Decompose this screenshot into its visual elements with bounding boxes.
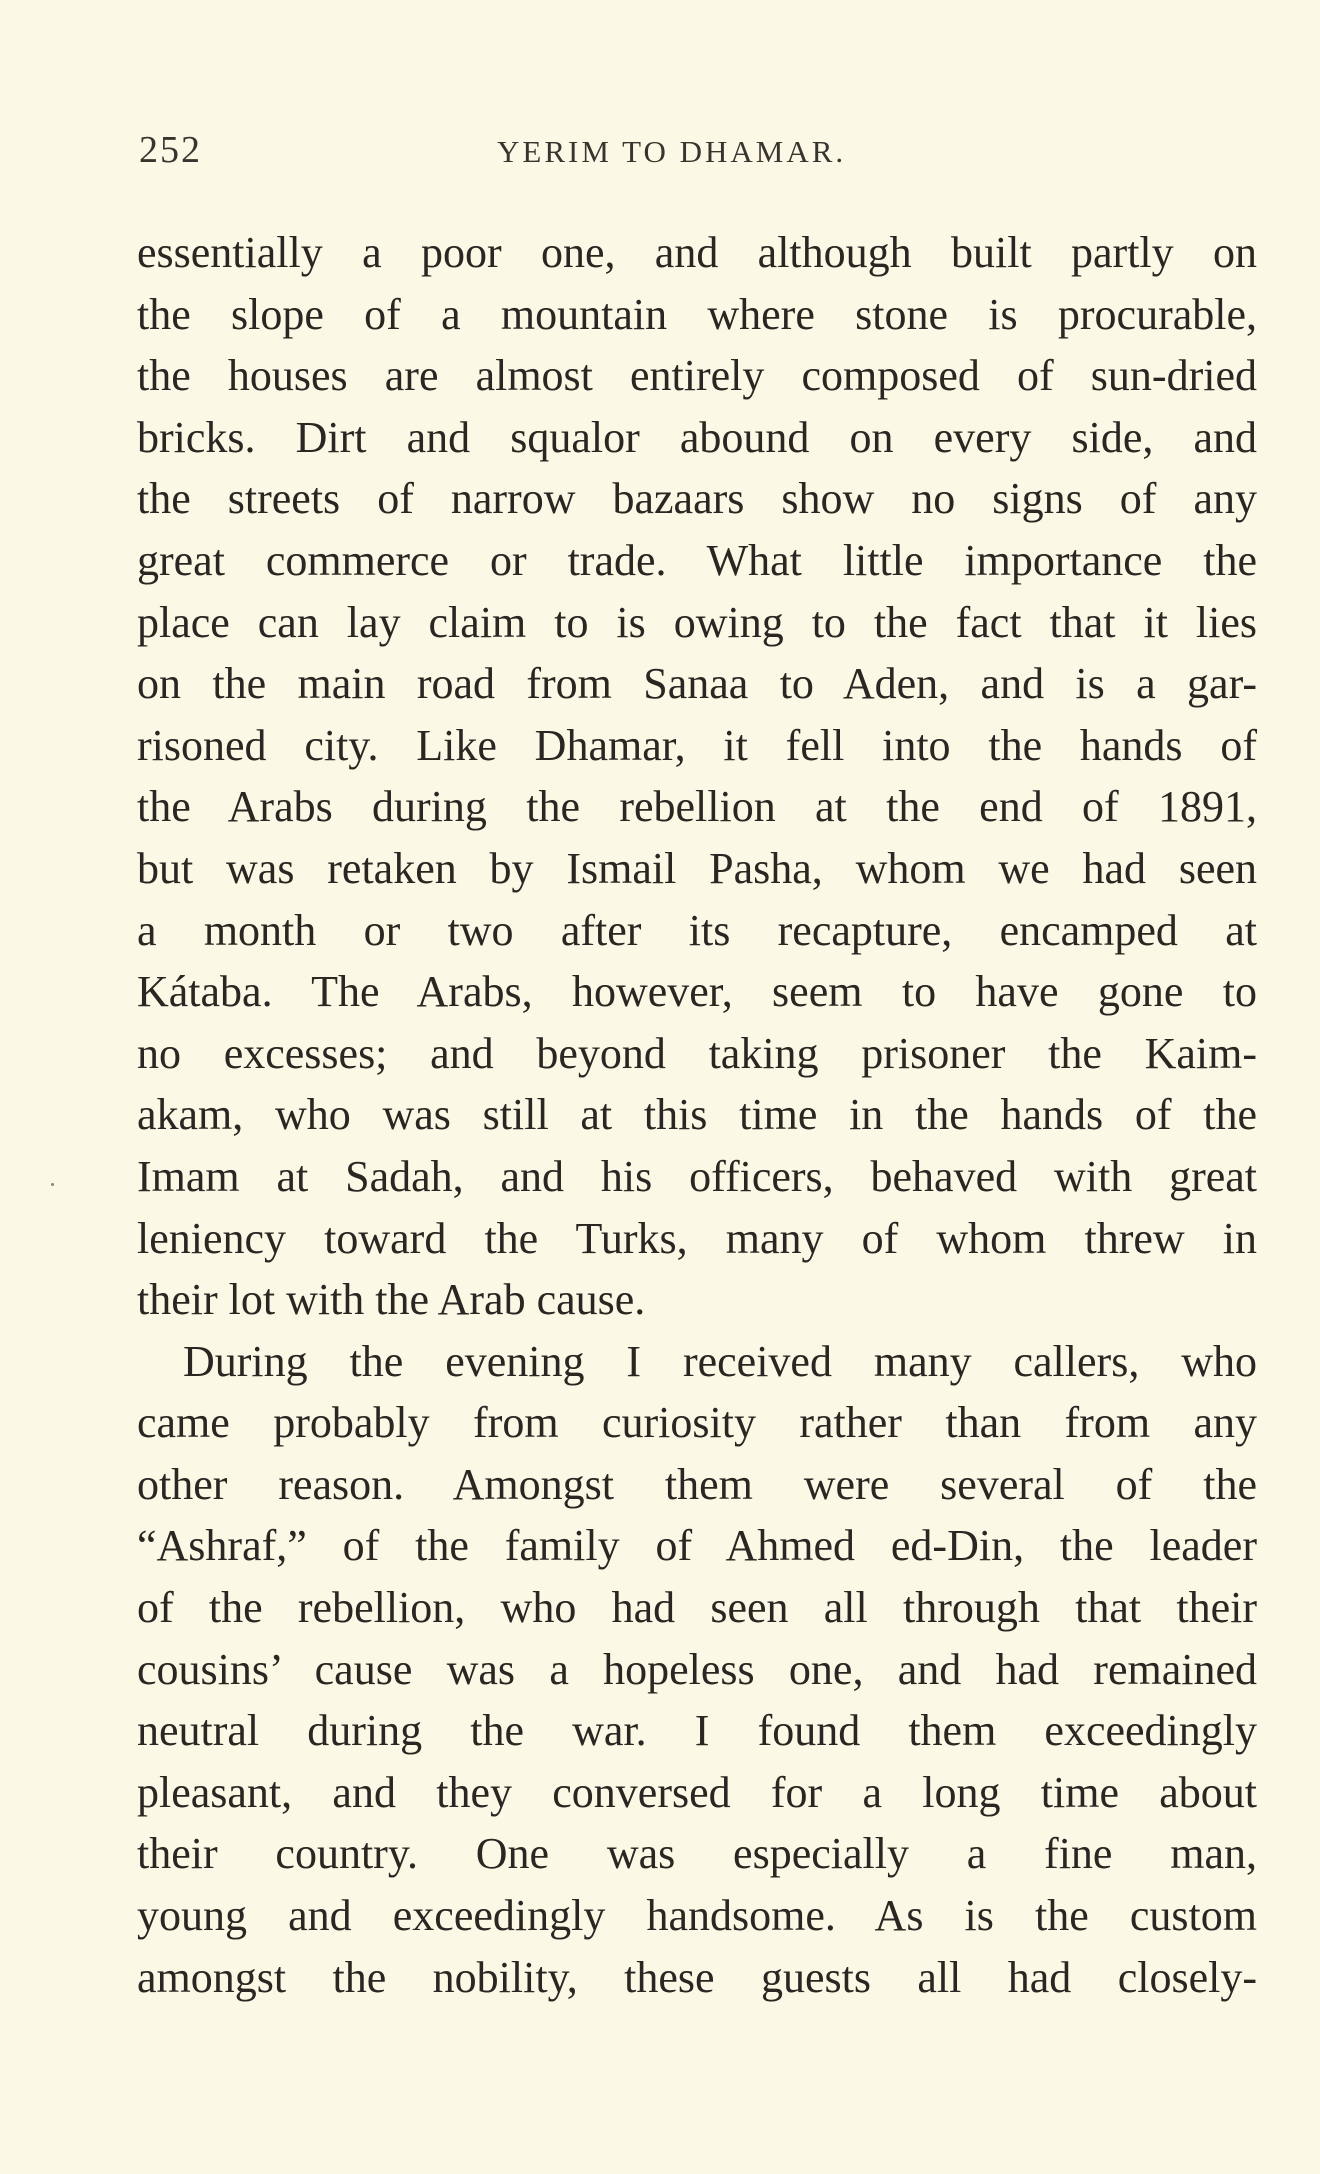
margin-speck [51, 1183, 54, 1186]
text-line: came probably from curiosity rather than from any [137, 1398, 1257, 1448]
text-line: of the rebellion, who had seen all through that their [137, 1583, 1257, 1633]
running-title: YERIM TO DHAMAR. [497, 134, 847, 169]
text-line: the houses are almost entirely composed of sun-dried [137, 351, 1257, 401]
text-line: akam, who was still at this time in the hands of the [137, 1090, 1257, 1140]
text-line: place can lay claim to is owing to the fact that it lies [137, 597, 1257, 647]
text-line: Kátaba. The Arabs, however, seem to have gone to [137, 967, 1257, 1017]
text-line: essentially a poor one, and although built partly on [137, 228, 1257, 277]
running-head [137, 128, 1257, 178]
page-number: 252 [139, 129, 202, 171]
text-line: their lot with the Arab cause. [137, 1275, 646, 1325]
text-line: the slope of a mountain where stone is procurable, [137, 289, 1257, 339]
text-line: a month or two after its recapture, encamped at [137, 905, 1257, 955]
text-line: the streets of narrow bazaars show no signs of any [137, 474, 1257, 524]
text-line: leniency toward the Turks, many of whom threw in [137, 1213, 1257, 1263]
text-line: great commerce or trade. What little importance the [137, 535, 1257, 585]
text-line: risoned city. Like Dhamar, it fell into the hands of [137, 720, 1257, 770]
text-line: on the main road from Sanaa to Aden, and is a gar- [137, 659, 1257, 709]
text-line: the Arabs during the rebellion at the end of 1891, [137, 782, 1257, 832]
text-line: Imam at Sadah, and his officers, behaved with great [137, 1151, 1257, 1201]
text-line: During the evening I received many callers, who [183, 1336, 1257, 1386]
text-line: young and exceedingly handsome. As is the custom [137, 1891, 1257, 1941]
body-text [137, 222, 1257, 2008]
text-line: pleasant, and they conversed for a long time about [137, 1767, 1257, 1817]
text-line: neutral during the war. I found them exceedingly [137, 1706, 1257, 1756]
text-line: no excesses; and beyond taking prisoner the Kaim- [137, 1028, 1257, 1078]
text-line: bricks. Dirt and squalor abound on every side, and [137, 412, 1257, 462]
text-line: “Ashraf,” of the family of Ahmed ed-Din, the leader [137, 1521, 1257, 1571]
text-line: amongst the nobility, these guests all had closely- [137, 1952, 1257, 2002]
text-line: other reason. Amongst them were several of the [137, 1459, 1257, 1509]
text-line: cousins’ cause was a hopeless one, and had remained [137, 1644, 1257, 1694]
text-line: their country. One was especially a fine man, [137, 1829, 1257, 1879]
text-line: but was retaken by Ismail Pasha, whom we had seen [137, 843, 1257, 893]
